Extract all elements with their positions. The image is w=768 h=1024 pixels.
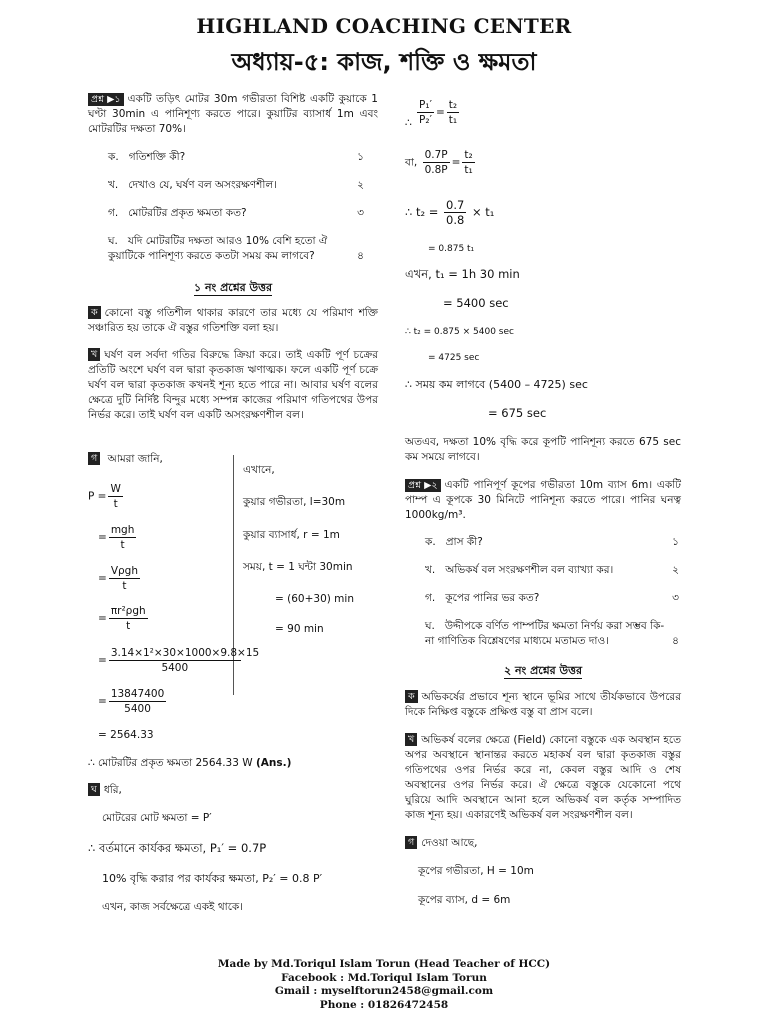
part-text: দেখাও যে, ঘর্ষণ বল অসংরক্ষণশীল। — [128, 179, 277, 191]
t1-value: এখন, t₁ = 1h 30 min — [405, 267, 520, 281]
mark: ৪ — [672, 635, 679, 647]
answer-badge-ka: ক — [88, 306, 101, 319]
q1-ka-answer — [88, 306, 378, 336]
q2-stem-text: একটি পানিপূর্ণ কূপের গভীরতা 10m ব্যাস 6m। একটি পাম্প এ কূপকে 30 মিনিটে পানিশূন্য করতে পারে। পানির ঘনত্ব 1000kg/m³. — [405, 479, 681, 521]
footer — [0, 958, 768, 1012]
answer-text: কোনো বস্তু গতিশীল থাকার কারণে তার মধ্যে যে পরিমাণ শক্তি সঞ্চারিত হয় তাকে ঐ বস্তুর গতিশক্তি বলা হয়। — [88, 307, 378, 334]
answer-text: ঘর্ষণ বল সর্বদা গতির বিরুদ্ধে ক্রিয়া করে। তাই একটি পূর্ণ চক্রের প্রতিটি অংশে ঘর্ষণ বল দ্বারা কৃতকাজ ঋণাত্মক। ফলে একটি পূর্ণ চক্রে ঘর্ষণ বল দ্বারা কৃতকাজ কখনই শূন্য হতে পারে না। আবার ঘর্ষণ বলের ক্ষেত্রে দুটি নির্দিষ্ট বিন্দুর মধ্যে সম্পন্ন কাজের পরিমাণ গতিপথের উপর নির্ভর করে। তাই ঘর্ষণ বল একটি অসংরক্ষণশীল বল। — [88, 349, 378, 421]
t2-result: = 4725 sec — [428, 353, 480, 363]
q1-part-ga — [108, 206, 363, 221]
given-time: সময়, t = 1 ঘন্টা 30min — [243, 561, 353, 573]
given-depth: কুয়ার গভীরতা, l=30m — [243, 496, 346, 508]
ratio-eq-1: ∴ $\frac{\text{P₁′}}{\text{P₂′}}$ = $\frac{\text{t₂}}{\text{t₁}}$ — [405, 99, 458, 129]
t1-seconds: = 5400 sec — [443, 296, 509, 310]
ratio-eq-2: বা, $\frac{0.7P}{0.8P}$ = $\frac{\text{t₂}}{\text{t₁}}$ — [405, 149, 473, 176]
q2-part-ka: ক. প্রাস কী? — [425, 536, 483, 548]
answer-badge-kha: খ — [88, 348, 100, 361]
conclusion: অতএব, দক্ষতা 10% বৃদ্ধি করে কূপটি পানিশূন্য করতে 675 sec কম সময়ে লাগবে। — [405, 436, 681, 463]
part-label: ঘ. — [108, 235, 118, 247]
mark: ৩ — [672, 592, 679, 604]
q2-ka-answer: ক অভিকর্ষের প্রভাবে শূন্য স্থানে ভূমির সাথে তীর্যকভাবে উপরের দিকে নিক্ষিপ্ত বস্তুকে প্রক্ষিপ্ত বস্তু বা প্রাস বলে। — [405, 691, 681, 718]
t2-calc: ∴ t₂ = 0.875 × 5400 sec — [405, 327, 514, 337]
footer-facebook: Facebook : Md.Toriqul Islam Torun — [281, 971, 487, 984]
q2-ga-diameter: কূপের ব্যাস, d = 6m — [418, 894, 511, 906]
mark: ১ — [357, 151, 364, 163]
q2-part-gha: ঘ. উদ্দীপকে বর্ণিত পাম্পটির ক্ষমতা নির্ণয় করা সম্ভব কি-না গাণিতিক বিশ্লেষণের মাধ্যমে মতামত দাও। — [425, 620, 665, 647]
given-head: এখানে, — [243, 464, 275, 476]
q2-answer-heading: ২ নং প্রশ্নের উত্তর — [503, 664, 583, 677]
t2-eq: ∴ t₂ = $\frac{0.7}{0.8}$ × t₁ — [405, 198, 495, 227]
q1-kha-answer — [88, 348, 378, 423]
chapter-title: অধ্যায়-৫: কাজ, শক্তি ও ক্ষমতা — [231, 48, 537, 76]
q1-part-kha — [108, 178, 363, 193]
time-less: ∴ সময় কম লাগবে (5400 – 4725) sec — [405, 378, 588, 391]
q2-stem — [405, 478, 681, 523]
answer-badge-ga: গ — [88, 452, 100, 465]
q1-stem — [88, 92, 378, 137]
q2-part-ga: গ. কূপের পানির ভর কত? — [425, 592, 540, 604]
gha-line-1: মোটরের মোট ক্ষমতা = P′ — [102, 812, 212, 824]
t2-0875: = 0.875 t₁ — [428, 244, 475, 254]
mark: ২ — [672, 564, 679, 576]
footer-gmail: Gmail : myselftorun2458@gmail.com — [274, 985, 494, 997]
center-title: HIGHLAND COACHING CENTER — [196, 14, 572, 38]
q2-part-kha: খ. অভিকর্ষ বল সংরক্ষণশীল বল ব্যাখ্যা কর। — [425, 564, 614, 576]
q1-gha-intro: ঘ ধরি, — [88, 783, 122, 798]
answer-badge-gha: ঘ — [88, 783, 100, 796]
q2-badge: প্রশ্ন ▶২ — [405, 479, 441, 492]
eq-result: = 2564.33 — [98, 729, 154, 741]
given-time-total: = 90 min — [275, 623, 324, 635]
part-label: গ. — [108, 207, 119, 219]
q2-ga-intro: গ দেওয়া আছে, — [405, 836, 477, 851]
part-text: যদি মোটরটির দক্ষতা আরও 10% বেশি হতো ঐ কুয়াটিকে পানিশূণ্য করতে কতটা সময় কম লাগবে? — [108, 235, 328, 262]
given-time-sum: = (60+30) min — [275, 593, 354, 605]
answer-badge-ga: গ — [405, 836, 417, 849]
q1-stem-text: একটি তড়িৎ মোটর 30m গভীরতা বিশিষ্ট একটি কুয়াকে 1 ঘণ্টা 30min এ পানিশূণ্য করতে পারে। কুয়াটির ব্যাসার্ধ 1m এবং মোটরটির দক্ষতা 70%। — [88, 93, 378, 135]
q1-badge: প্রশ্ন ▶১ — [88, 93, 124, 106]
mark: ৩ — [357, 207, 364, 219]
q1-ga-intro: গ আমরা জানি, — [88, 452, 163, 467]
q2-kha-answer: খ অভিকর্ষ বলের ক্ষেত্রে (Field) কোনো বস্তুকে এক অবস্থান হতে অপর অবস্থানে স্থানান্তর করতে মহাকর্ষ বল দ্বারা কৃতকাজ বস্তুর গতিপথের ওপর নির্ভর করে না, কেবল বস্তুর আদি ও শেষ অবস্থানের ওপর নির্ভর করে। ঐ ক্ষেত্রে বস্তুকে যেকোনো পথে ঘুরিয়ে আদি অবস্থানে আনা হলে অভিকর্ষ বল কর্তৃক সম্পাদিত কাজ শূন্য হয়। একারণেই অভিকর্ষ বল সংরক্ষণশীল বল। — [405, 734, 681, 821]
given-radius: কুয়ার ব্যাসার্ধ, r = 1m — [243, 529, 340, 541]
time-less-result: = 675 sec — [488, 406, 547, 420]
answer-badge-ka: ক — [405, 690, 418, 703]
gha-line-4: এখন, কাজ সর্বক্ষেত্রে একই থাকে। — [102, 901, 244, 913]
footer-phone: Phone : 01826472458 — [319, 998, 449, 1011]
q1-part-ka — [108, 150, 363, 165]
eq-numeric-2: = $\frac{13847400}{5400}$ — [98, 688, 165, 715]
ga-result-line: ∴ মোটরটির প্রকৃত ক্ষমতা 2564.33 W (Ans.) — [88, 757, 292, 769]
q1-part-gha — [108, 234, 358, 264]
answer-badge-kha: খ — [405, 733, 417, 746]
eq-mgh: = $\frac{\text{mgh}}{t}$ — [98, 524, 135, 551]
eq-numeric: = $\frac{\text{3.14×1²×30×1000×9.8×15}}{5400}$ — [98, 647, 260, 674]
eq-pir2: = $\frac{\text{πr²ρgh}}{t}$ — [98, 605, 146, 632]
eq-power-def: P = $\frac{W}{t}$ — [88, 483, 121, 510]
part-text: মোটরটির প্রকৃত ক্ষমতা কত? — [128, 207, 247, 219]
gha-line-3: 10% বৃদ্ধি করার পর কার্যকর ক্ষমতা, P₂′ = 0.8 P′ — [102, 872, 323, 885]
part-text: গতিশক্তি কী? — [128, 151, 186, 163]
eq-vrhogh: = $\frac{\text{Vρgh}}{t}$ — [98, 565, 138, 592]
part-label: ক. — [108, 151, 119, 163]
part-label: খ. — [108, 179, 119, 191]
footer-author: Made by Md.Toriqul Islam Torun (Head Teacher of HCC) — [217, 958, 551, 970]
mark: ৪ — [357, 250, 364, 262]
mark: ২ — [357, 179, 364, 191]
gha-line-2: ∴ বর্তমানে কার্যকর ক্ষমতা, P₁′ = 0.7P — [88, 841, 267, 855]
q2-ga-depth: কূপের গভীরতা, H = 10m — [418, 865, 534, 877]
q1-answer-heading: ১ নং প্রশ্নের উত্তর — [193, 281, 273, 294]
mark: ১ — [672, 536, 679, 548]
